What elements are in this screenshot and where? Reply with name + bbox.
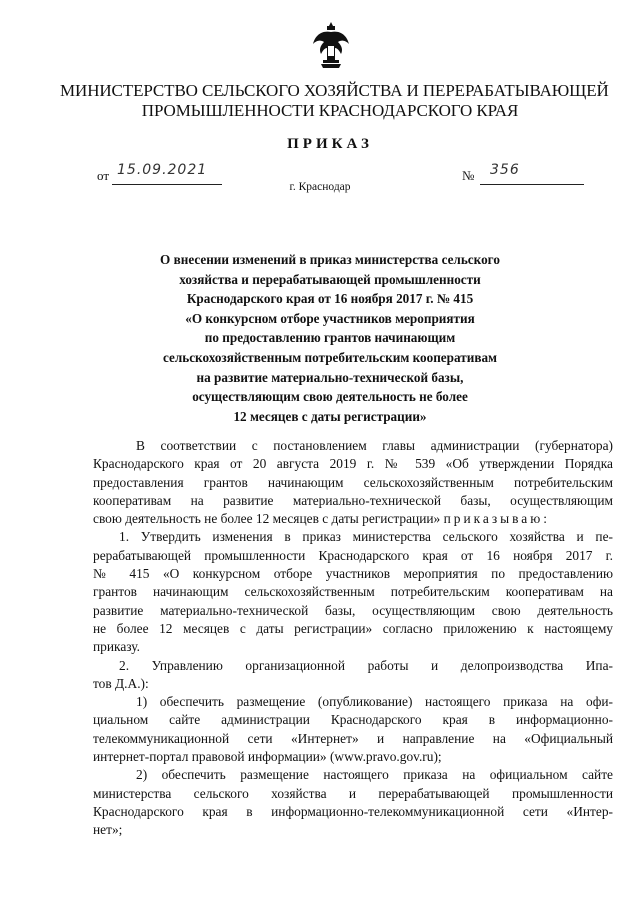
body-line: В соответствии с постановлением главы администрации (губернатора) [136, 438, 613, 453]
body-line: рерабатывающей промышленности Краснодарского края от 16 ноября 2017 г. [93, 547, 613, 563]
subject-line: Краснодарского края от 16 ноября 2017 г. № 415 [186, 291, 474, 307]
date-label: от [97, 168, 110, 183]
body-line: № 415 «О конкурсном отборе участников мероприятия по предоставлению [93, 566, 613, 582]
order-word: приказываю: [443, 511, 550, 527]
city: г. Краснодар [289, 181, 351, 193]
subject-line: сельскохозяйственным потребительским кооперативам [162, 349, 498, 365]
subject-line: осуществляющим свою деятельность не более [192, 389, 468, 405]
subject-line: «О конкурсном отборе участников мероприятия [185, 310, 475, 326]
subject-line: по предоставлению грантов начинающим [204, 330, 456, 346]
subject-line: на развитие материально-технической базы, [196, 369, 464, 385]
ministry-name-line-1: МИНИСТЕРСТВО СЕЛЬСКОГО ХОЗЯЙСТВА И ПЕРЕРАБАТЫВАЮЩЕЙ [60, 81, 609, 100]
order-body [93, 437, 613, 840]
body-line: 1) обеспечить размещение (опубликование) настоящего приказа на офи- [136, 694, 613, 710]
subject-line: хозяйства и перерабатывающей промышленности [179, 271, 481, 287]
body-line: 2) обеспечить размещение настоящего приказа на официальном сайте [136, 767, 613, 783]
body-line [93, 510, 613, 528]
body-line: приказу. [93, 639, 140, 655]
body-line: грантов начинающим сельскохозяйственным потребительским кооперативам на [93, 584, 613, 600]
body-line: телекоммуникационной сети «Интернет» и направление на «Официальный [93, 730, 613, 746]
body-line: нет»; [93, 822, 123, 838]
body-line: развитие материально-технической базы, осуществляющим свою деятельность [93, 602, 613, 618]
body-line: 1. Утвердить изменения в приказ министерства сельского хозяйства и пе- [119, 529, 613, 545]
order-subject [120, 250, 540, 426]
subject-line: 12 месяцев с даты регистрации» [233, 408, 427, 424]
body-line: Краснодарского края от 20 августа 2019 г. № 539 «Об утверждении Порядка [93, 456, 613, 472]
body-line-text: свою деятельность не более 12 месяцев с даты регистрации» [93, 511, 441, 527]
body-line: кооперативам на развитие материально-технической базы, осуществляющим [93, 492, 613, 508]
body-line: 2. Управлению организационной работы и делопроизводства Ипа- [119, 657, 613, 673]
body-line: не более 12 месяцев с даты регистрации» согласно приложению к настоящему [93, 620, 613, 636]
body-line: предоставления грантов начинающим сельскохозяйственным потребительским [93, 474, 613, 490]
coat-of-arms-emblem [311, 20, 351, 70]
body-line: интернет-портал правовой информации» (www.pravo.gov.ru); [93, 749, 442, 765]
body-line: циальном сайте администрации Краснодарского края в информационно- [93, 712, 613, 728]
number-value: 356 [490, 162, 520, 178]
body-line: министерства сельского хозяйства и перерабатывающей промышленности [93, 785, 613, 801]
ministry-name-line-2: ПРОМЫШЛЕННОСТИ КРАСНОДАРСКОГО КРАЯ [141, 101, 519, 120]
number-label: № [462, 168, 475, 183]
ministry-name [60, 81, 609, 121]
subject-line: О внесении изменений в приказ министерства сельского [160, 252, 500, 267]
order-title: ПРИКАЗ [287, 136, 373, 152]
body-line: тов Д.А.): [93, 675, 149, 691]
body-line: Краснодарского края в информационно-телекоммуникационной сети «Интер- [93, 803, 613, 819]
date-value: 15.09.2021 [117, 162, 208, 178]
